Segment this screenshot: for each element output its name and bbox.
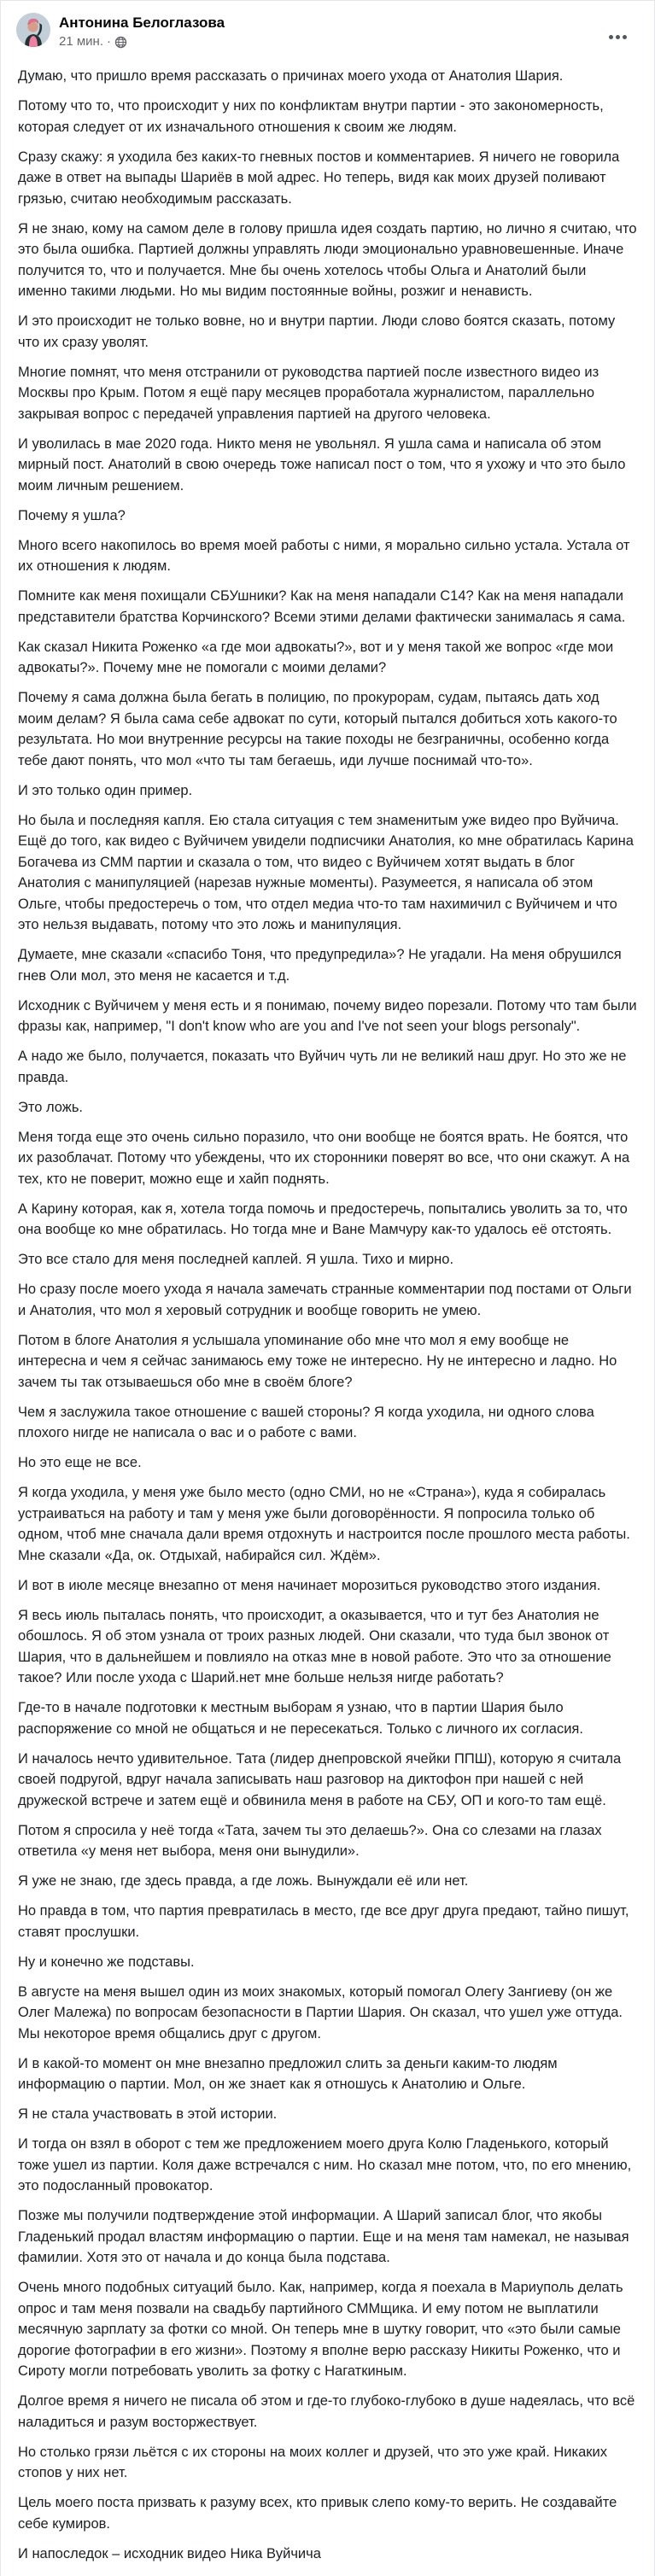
- profile-photo-image: [16, 13, 50, 47]
- post-paragraph: Я уже не знаю, где здесь правда, а где ложь. Вынуждали её или нет.: [18, 1873, 469, 1889]
- post-header: [1, 1, 654, 59]
- post-paragraph: И напоследок – исходник видео Ника Вуйчича: [18, 2545, 321, 2561]
- post-paragraph: Потом я спросила у неё тогда «Тата, зачем ты это делаешь?». Она со слезами на глазах ответила «у меня нет выбора, меня они вынудили».: [18, 1822, 606, 1859]
- ellipsis-icon: [623, 35, 627, 39]
- post-body: [1, 59, 654, 2576]
- post-paragraph: Потом в блоге Анатолия я услышала упоминание обо мне что мол я ему вообще не интересна и чем я сейчас занимаюсь ему тоже не интересно. Ну не интересно и ладно. Но зачем ты так отзываешься обо мне в своём блоге?: [18, 1332, 621, 1390]
- post-options-button[interactable]: [605, 32, 630, 43]
- post-paragraph: Почему я ушла?: [18, 507, 126, 523]
- post-meta: [59, 33, 225, 50]
- post-paragraph: Где-то в начале подготовки к местным выборам я узнаю, что в партии Шария было распоряжение со мной не общаться и не пересекаться. Только с личного их согласия.: [18, 1700, 583, 1737]
- post-header-text: [59, 13, 225, 50]
- post-paragraph: Много всего накопилось во время моей работы с ними, я морально сильно устала. Устала от их отношения к людям.: [18, 537, 635, 574]
- post-paragraph: Думаете, мне сказали «спасибо Тоня, что предупредила»? Не угадали. На меня обрушился гнев Оли мол, это меня не касается и т.д.: [18, 947, 626, 984]
- post-paragraph: Но правда в том, что партия превратилась в место, где все друг друга предают, тайно пишут, ставят прослушки.: [18, 1903, 634, 1940]
- post-paragraph: И это только один пример.: [18, 782, 193, 798]
- post-paragraph: Но была и последняя капля. Ею стала ситуация с тем знаменитым уже видео про Вуйчича. Ещё до того, как видео с Вуйчичем увидели подписчики Анатолия, ко мне обратилась Карина Богачева из СММ партии и сказала о том, что видео с Вуйчичем хотят выдать в блог Анатолия с манипуляцией (нарезав нужные моменты). Разумеется, я написала об этом Ольге, чтобы предостеречь о том, что отдел медиа что-то там нахимичил с Вуйчичем и что это нельзя выдавать, потому что это ложь и манипуляция.: [18, 812, 638, 932]
- post-paragraph: А надо же было, получается, показать что Вуйчич чуть ли не великий наш друг. Но это же не правда.: [18, 1049, 630, 1085]
- post-paragraph: Помните как меня похищали СБУшники? Как на меня нападали С14? Как на меня нападали представители братства Корчинского? Всеми этими делами фактически занималась я сама.: [18, 588, 628, 625]
- post-paragraph: Но столько грязи льётся с их стороны на моих коллег и друзей, что это уже край. Никаких стопов у них нет.: [18, 2444, 611, 2480]
- post-paragraph: И в какой-то момент он мне внезапно предложил слить за деньги каким-то людям информацию о партии. Мол, он же знает как я отношусь к Анатолию и Ольге.: [18, 2055, 562, 2092]
- post-paragraph: Очень много подобных ситуаций было. Как, например, когда я поехала в Мариуполь делать опрос и там меня позвали на свадьбу партийного СММщика. И ему потом не выплатили месячную зарплату за фотки со мной. Он теперь мне в шутку говорит, что «это были самые дорогие фотографии в его жизни». Поэтому я вполне верю рассказу Никиты Роженко, что и Сироту могли потребовать уволить за фотку с Нагаткиным.: [18, 2280, 628, 2379]
- post-paragraph: Но сразу после моего ухода я начала замечать странные комментарии под постами от Ольги и Анатолия, что мол я херовый сотрудник и вообще говорить не умею.: [18, 1282, 636, 1318]
- post-paragraph: Но это еще не все.: [18, 1455, 142, 1470]
- post-paragraph: А Карину которая, как я, хотела тогда помочь и предостеречь, попытались уволить за то, что она вообще ко мне обратилась. Но тогда мне и Ване Мамчуру как-то удалось её отстоять.: [18, 1200, 632, 1237]
- post-paragraph: Я не стала участвовать в этой истории.: [18, 2106, 278, 2122]
- post-paragraph: Долгое время я ничего не писала об этом и где-то глубоко-глубоко в душе надеялась, что всё наладиться и разум восторжествует.: [18, 2393, 639, 2430]
- globe-icon: [114, 36, 127, 49]
- post-paragraph: Это ложь.: [18, 1099, 84, 1115]
- post-paragraph: Почему я сама должна была бегать в полицию, по прокурорам, судам, пытаясь дать ход моим делам? Я была сама себе адвокат по сути, который пытался добиться хоть какого-то результата. Но мои внутренние ресурсы на такие походы не безграничны, особенно когда тебе дают понять, что мол «что ты там бегаешь, иди лучше поснимай что-то».: [18, 690, 622, 768]
- timestamp[interactable]: 21 мин.: [59, 34, 103, 49]
- post-paragraph: Ну и конечно же подставы.: [18, 1954, 195, 1970]
- post-paragraph: Сразу скажу: я уходила без каких-то гневных постов и комментариев. Я ничего не говорила даже в ответ на выпады Шариёв в мой адрес. Но теперь, видя как моих друзей поливают грязью, считаю необходимым рассказать.: [18, 149, 623, 207]
- post-text: [18, 66, 641, 2564]
- post-paragraph: Меня тогда еще это очень сильно поразило, что они вообще не боятся врать. Не боятся, что их разоблачат. Потому что убеждены, что их сторонники поверят во все, что они скажут. А на тех, кто не поверит, можно еще и хайп поднять.: [18, 1129, 634, 1187]
- avatar[interactable]: [16, 13, 50, 47]
- post-paragraph: Цель моего поста призвать к разуму всех, кто привык слепо кому-то верить. Не создавайте себе кумиров.: [18, 2495, 621, 2532]
- post-paragraph: Я когда уходила, у меня уже было место (одно СМИ, но не «Страна»), куда я собиралась устраиваться на работу и там у меня уже были договорённости. Я попросила только об одном, чтоб мне сначала дали время отдохнуть и настроится после прошлого места работы. Мне сказали «Да, ок. Отдыхай, набирайся сил. Ждём».: [18, 1485, 635, 1563]
- post-paragraph: Исходник с Вуйчичем у меня есть и я понимаю, почему видео порезали. Потому что там были фразы как, например, "I don't know who are you and I've not seen your blogs personaly".: [18, 997, 641, 1034]
- post-paragraph: Позже мы получили подтверждение этой информации. А Шарий записал блог, что якобы Гладенький продал властям информацию о партии. Еще и на меня там намекал, не называя фамилии. Хотя это от начала и до конца была подстава.: [18, 2208, 634, 2265]
- post-paragraph: Это все стало для меня последней каплей. Я ушла. Тихо и мирно.: [18, 1252, 454, 1267]
- post-paragraph: Многие помнят, что меня отстранили от руководства партией после известного видео из Москвы про Крым. Потом я ещё пару месяцев проработала журналистом, параллельно закрывая вопрос с передачей управления партией на другого человека.: [18, 364, 603, 422]
- post-paragraph: Чем я заслужила такое отношение с вашей стороны? Я когда уходила, ни одного слова плохого нигде не написала о вас и о работе с вами.: [18, 1404, 599, 1440]
- post-paragraph: И тогда он взял в оборот с тем же предложением моего друга Колю Гладенького, который тоже ушел из партии. Коля даже встречался с ним. Но сказал мне потом, что, по его мнению, это подосланный провокатор.: [18, 2136, 635, 2193]
- post-paragraph: В августе на меня вышел один из моих знакомых, который помогал Олегу Зангиеву (он же Олег Малежа) по вопросам безопасности в Партии Шария. Он сказал, что ушел уже оттуда. Мы некоторое время общались друг с другом.: [18, 1983, 627, 2042]
- ellipsis-icon: [616, 35, 620, 39]
- post-paragraph: Я весь июль пыталась понять, что происходит, а оказывается, что и тут без Анатолия не обошлось. Я об этом узнала от троих разных людей. Они сказали, что туда был звонок от Шария, что в дальнейшем и повлияло на отказ мне в новой работе. Это что за отношение такое? Или после ухода с Шарий.нет мне больше нельзя нигде работать?: [18, 1607, 616, 1685]
- post-paragraph: И это происходит не только вовне, но и внутри партии. Люди слово боятся сказать, потому что их сразу уволят.: [18, 313, 619, 350]
- post-paragraph: Как сказал Никита Роженко «а где мои адвокаты?», вот и у меня такой же вопрос «где мои адвокаты?». Почему мне не помогали с моими делами?: [18, 639, 617, 675]
- author-name[interactable]: Антонина Белоглазова: [59, 15, 225, 31]
- post-paragraph: И уволилась в мае 2020 года. Никто меня не увольнял. Я ушла сама и написала об этом мирный пост. Анатолий в свою очередь тоже написал пост о том, что я ухожу и что это было моим личным решением.: [18, 435, 630, 494]
- post-paragraph: И началось нечто удивительное. Тата (лидер днепровской ячейки ППШ), которую я считала своей подругой, вдруг начала записывать наш разговор на диктофон при нашей с ней дружеской встрече и затем ещё и обвинила меня в работе на СБУ, ОП и кого-то там ещё.: [18, 1750, 625, 1808]
- post-paragraph: И вот в июле месяце внезапно от меня начинает морозиться руководство этого издания.: [18, 1577, 601, 1593]
- post-paragraph: Думаю, что пришло время рассказать о причинах моего ухода от Анатолия Шария.: [18, 68, 564, 84]
- meta-separator: ·: [107, 34, 111, 49]
- ellipsis-icon: [609, 35, 613, 39]
- post-paragraph: Я не знаю, кому на самом деле в голову пришла идея создать партию, но лично я считаю, что это была ошибка. Партией должны управлять люди эмоционально уравновешенные. Иначе получится то, что и получается. Мне бы очень хотелось чтобы Ольга и Анатолий были именно такими людьми. Но мы видим постоянные войны, розжиг и ненависть.: [18, 220, 641, 299]
- post-paragraph: Потому что то, что происходит у них по конфликтам внутри партии - это закономерность, которая следует от их изначального отношения к своим же людям.: [18, 98, 608, 135]
